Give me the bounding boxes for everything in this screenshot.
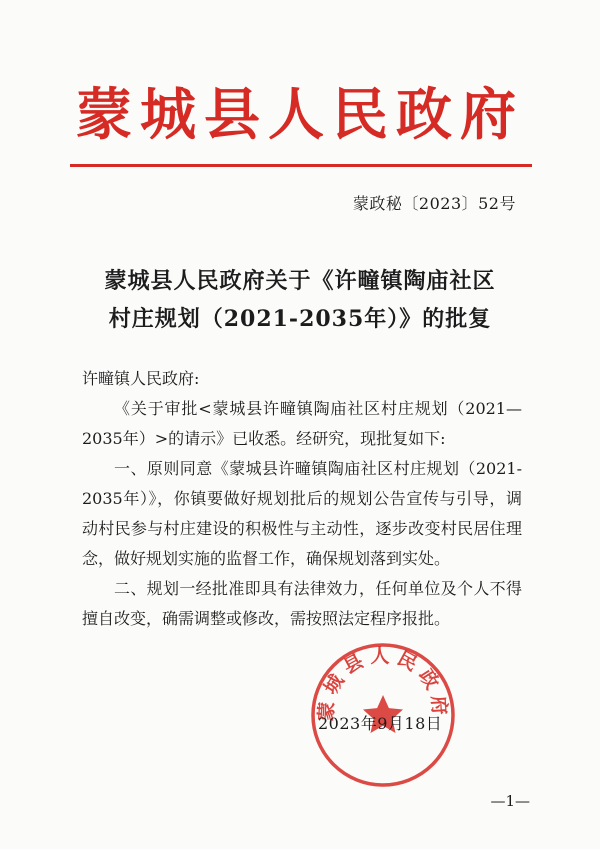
salutation: 许疃镇人民政府:	[82, 369, 200, 388]
issuer-header: 蒙城县人民政府	[76, 82, 524, 148]
issue-date: 2023年9月18日	[318, 714, 443, 733]
paragraph: 一、原则同意《蒙城县许疃镇陶庙社区村庄规划（2021-2035年）》，你镇要做好规划批后的规划公告宣传与引导，调动村民参与村庄建设的积极性与主动性，逐步改变村民居住理念，做好规划实施的监督工作，确保规划落到实处。	[82, 459, 522, 568]
document-number: 蒙政秘〔2023〕52号	[352, 194, 516, 213]
body-paragraphs	[82, 394, 522, 634]
document-title	[0, 262, 600, 338]
page-number: —1—	[490, 792, 530, 810]
title-line-2: 村庄规划（2021-2035年）》的批复	[108, 306, 492, 332]
seal-text: 蒙城县人民政府	[315, 645, 451, 722]
paragraph: 二、规划一经批准即具有法律效力，任何单位及个人不得擅自改变，确需调整或修改，需按照法定程序报批。	[82, 579, 522, 628]
paragraph: 《关于审批<蒙城县许疃镇陶庙社区村庄规划（2021—2035年）>的请示》已收悉。经研究，现批复如下:	[82, 399, 522, 448]
red-divider-line	[70, 164, 532, 167]
title-line-1: 蒙城县人民政府关于《许疃镇陶庙社区	[104, 268, 496, 294]
